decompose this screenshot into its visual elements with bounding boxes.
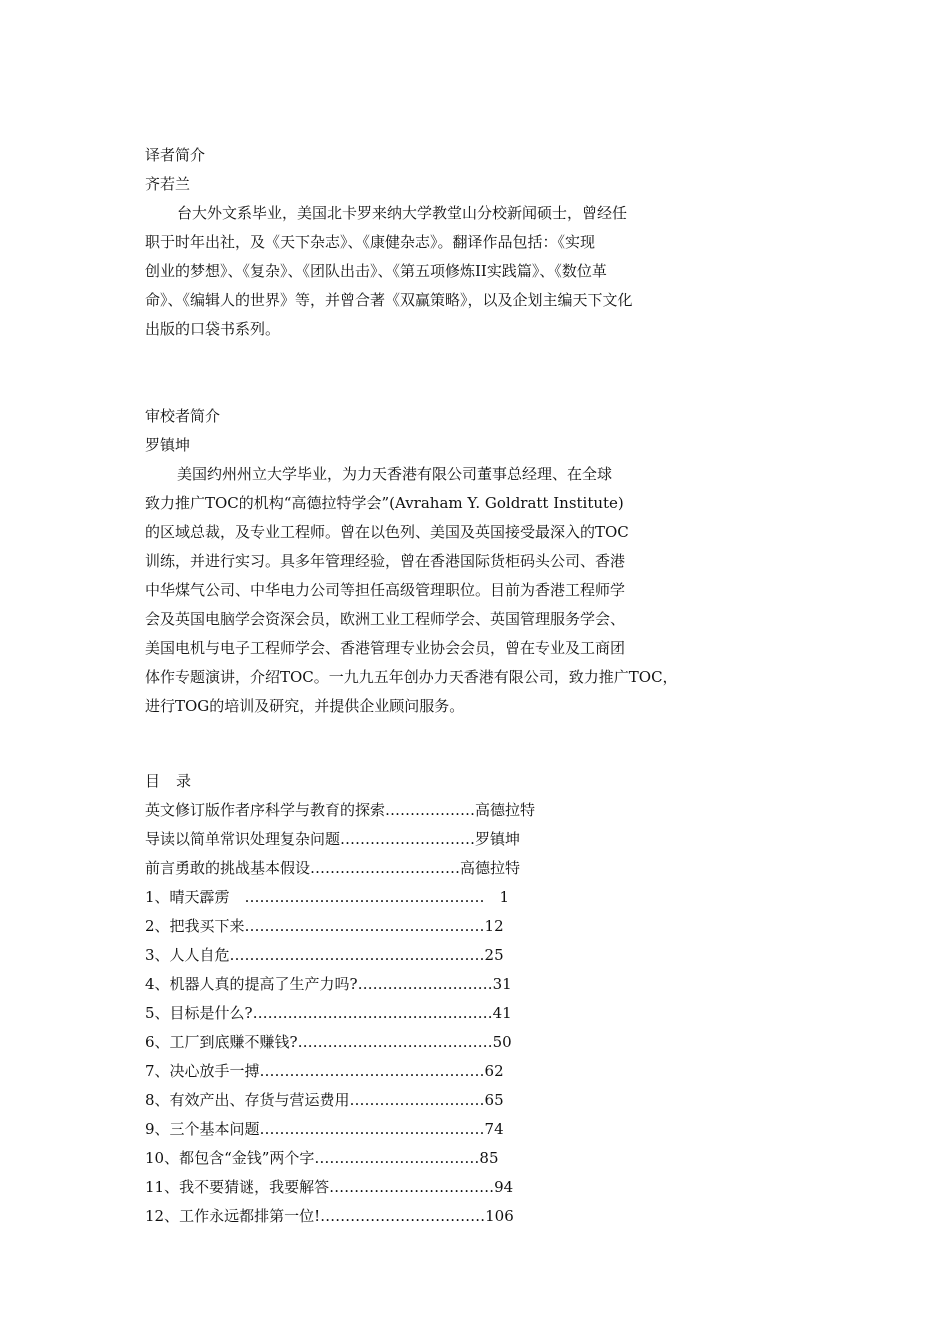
reviewer-bio-line: 美国电机与电子工程师学会、香港管理专业协会会员，曾在专业及工商团 <box>145 639 626 657</box>
reviewer-heading: 审校者简介 <box>145 407 221 425</box>
reviewer-bio-line: 的区域总裁，及专业工程师。曾在以色列、美国及英国接受最深入的TOC <box>145 523 629 541</box>
reviewer-section <box>145 402 825 721</box>
translator-bio-line: 命》、《编辑人的世界》等，并曾合著《双赢策略》，以及企划主编天下文化 <box>145 291 633 309</box>
toc-entry[interactable]: 英文修订版作者序科学与教育的探索………………高德拉特 <box>145 801 536 819</box>
toc-entry[interactable]: 导读以简单常识处理复杂问题………………………罗镇坤 <box>145 830 521 848</box>
toc-entry[interactable]: 1、晴天霹雳 ………………………………………… 1 <box>145 888 510 906</box>
translator-name: 齐若兰 <box>145 175 191 193</box>
reviewer-bio-line: 训练，并进行实习。具多年管理经验，曾在香港国际货柜码头公司、香港 <box>145 552 626 570</box>
translator-bio-line: 台大外文系毕业，美国北卡罗来纳大学教堂山分校新闻硕士，曾经任 <box>177 204 628 222</box>
toc-heading-right: 录 <box>176 772 192 790</box>
toc-entry[interactable]: 4、机器人真的提高了生产力吗?………………………31 <box>145 975 512 993</box>
section-spacer <box>145 721 825 767</box>
toc-heading <box>145 767 825 796</box>
reviewer-bio-line: 进行TOG的培训及研究，并提供企业顾问服务。 <box>145 697 465 715</box>
toc-heading-left: 目 <box>145 772 161 790</box>
reviewer-bio-line: 美国约州州立大学毕业，为力天香港有限公司董事总经理、在全球 <box>177 465 613 483</box>
document-page <box>145 141 825 1231</box>
toc-entry[interactable]: 8、有效产出、存货与营运费用………………………65 <box>145 1091 504 1109</box>
translator-bio-line: 职于时年出社，及《天下杂志》、《康健杂志》。翻译作品包括：《实现 <box>145 233 596 251</box>
section-spacer <box>145 344 825 402</box>
table-of-contents <box>145 767 825 1231</box>
toc-entry[interactable]: 5、目标是什么?…………………………………………41 <box>145 1004 512 1022</box>
toc-entry[interactable]: 10、都包含“金钱”两个字……………………………85 <box>145 1149 499 1167</box>
translator-bio-line: 出版的口袋书系列。 <box>145 320 281 338</box>
translator-heading: 译者简介 <box>145 146 206 164</box>
translator-bio-line: 创业的梦想》、《复杂》、《团队出击》、《第五项修炼II实践篇》、《数位革 <box>145 262 607 280</box>
reviewer-name: 罗镇坤 <box>145 436 191 454</box>
toc-entry[interactable]: 12、工作永远都排第一位!……………………………106 <box>145 1207 514 1225</box>
toc-entry[interactable]: 前言勇敢的挑战基本假设…………………………高德拉特 <box>145 859 521 877</box>
reviewer-bio-line: 致力推广TOC的机构“高德拉特学会”(Avraham Y. Goldratt Institute) <box>145 494 624 512</box>
reviewer-bio-line: 会及英国电脑学会资深会员，欧洲工业工程师学会、英国管理服务学会、 <box>145 610 626 628</box>
translator-section <box>145 141 825 344</box>
toc-entry[interactable]: 6、工厂到底赚不赚钱?…………………………………50 <box>145 1033 512 1051</box>
toc-entry[interactable]: 3、人人自危……………………………………………25 <box>145 946 504 964</box>
toc-entry[interactable]: 7、决心放手一搏………………………………………62 <box>145 1062 504 1080</box>
toc-entry[interactable]: 11、我不要猜谜，我要解答……………………………94 <box>145 1178 514 1196</box>
reviewer-bio-line: 中华煤气公司、中华电力公司等担任高级管理职位。目前为香港工程师学 <box>145 581 626 599</box>
reviewer-bio-line: 体作专题演讲，介绍TOC。一九九五年创办力天香港有限公司，致力推广TOC， <box>145 668 678 686</box>
toc-entry[interactable]: 9、三个基本问题………………………………………74 <box>145 1120 504 1138</box>
toc-entry[interactable]: 2、把我买下来…………………………………………12 <box>145 917 504 935</box>
